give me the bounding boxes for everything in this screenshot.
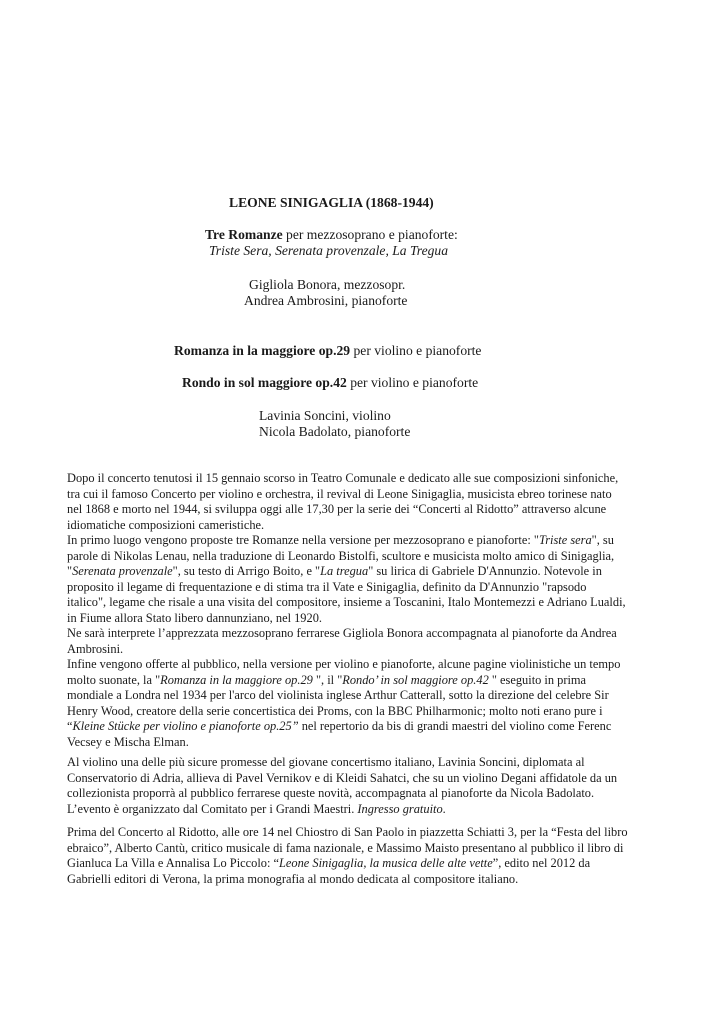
paragraph-intro: [67, 471, 687, 533]
performer-soncini: Lavinia Soncini, violino: [259, 408, 391, 423]
text-line: Prima del Concerto al Ridotto, alle ore 14 nel Chiostro di San Paolo in piazzetta Schiatti 3, per la “Festa del libro: [67, 825, 628, 839]
performer-bonora: Gigliola Bonora, mezzosopr.: [249, 277, 406, 292]
paragraph-romanze: [67, 533, 687, 626]
text-line: Dopo il concerto tenutosi il 15 gennaio scorso in Teatro Comunale e dedicato alle sue composizioni sinfoniche,: [67, 471, 619, 485]
paragraph-violino: [67, 657, 687, 750]
text-line: Vecsey e Mischa Elman.: [67, 734, 189, 749]
text-line: Ne sarà interprete l’apprezzata mezzosoprano ferrarese Gigliola Bonora accompagnata al pianoforte da Andrea: [67, 626, 617, 640]
paragraph-soncini: [67, 755, 687, 817]
body-text-soncini: [67, 755, 687, 817]
program-title-tre-romanze: Tre Romanze: [205, 227, 283, 242]
text-line: In primo luogo vengono proposte tre Romanze nella versione per mezzosoprano e pianoforte: "Triste sera", su: [67, 533, 614, 547]
performer-ambrosini: Andrea Ambrosini, pianoforte: [244, 293, 408, 308]
page-title: LEONE SINIGAGLIA (1868-1944): [229, 195, 434, 210]
text-line: Gianluca La Villa e Annalisa Lo Piccolo: “Leone Sinigaglia, la musica delle alte vette”, edito nel 2012 da: [67, 856, 591, 870]
program-title-romanza: Romanza in la maggiore op.29: [174, 343, 351, 358]
text-line: nel 1868 e morto nel 1944, si sviluppa oggi alle 17,30 per la serie dei “Concerti al Ridotto” attraverso alcune: [67, 502, 607, 516]
text-line: molto suonate, la "Romanza in la maggiore op.29 ", il "Rondo’ in sol maggiore op.42 " eseguito in prima: [67, 672, 587, 687]
text-line: proposito il legame di frequentazione e di stima tra il Vate e Sinigaglia, definito da D'Annunzio "rapsodo: [67, 579, 587, 594]
program-instrumentation: per violino e pianoforte: [350, 343, 482, 358]
text-line: tra cui il famoso Concerto per violino e orchestra, il revival di Leone Sinigaglia, musicista ebreo torinese nato: [67, 486, 612, 501]
text-line: mondiale a Londra nel 1934 per l'arco del violinista inglese Arthur Catterall, sotto la direzione del celebre Sir: [67, 688, 609, 702]
text-line: Gabrielli editori di Verona, la prima monografia al mondo dedicata al compositore italiano.: [67, 871, 519, 886]
text-line: parole di Nikolas Lenau, nella traduzione di Leonardo Bistolfi, scultore e musicista molto amico di Sinigaglia,: [67, 548, 615, 563]
text-line: Henry Wood, creatore della serie concertistica dei Proms, con la BBC Philharmonic; molto noti erano pure i: [67, 703, 603, 718]
text-line: idiomatiche composizioni cameristiche.: [67, 517, 265, 532]
text-line: Ambrosini.: [67, 641, 124, 656]
program-line-romanza: [174, 343, 481, 359]
text-line: Conservatorio di Adria, allieva di Pavel Vernikov e di Kleidi Sahatci, che su un violino Degani affidatole da un: [67, 770, 618, 785]
program-instrumentation: per violino e pianoforte: [346, 375, 479, 390]
text-line: collezionista proporrà al pubblico ferrarese queste novità, accompagnata al pianoforte da Nicola Badolato.: [67, 786, 595, 800]
text-line: italico", legame che risale a una visita del compositore, insieme a Toscanini, Italo Montemezzi e Adriano Lualdi,: [67, 595, 626, 609]
body-text-main: [67, 471, 687, 750]
text-line: “Kleine Stücke per violino e pianoforte op.25” nel repertorio da bis di grandi maestri del violino come Ferenc: [67, 719, 612, 733]
program-line-romanze: [205, 227, 458, 243]
text-line: ebraico”, Alberto Cantù, critico musicale di fama nazionale, e Massimo Maisto presentano al pubblico il libro di: [67, 840, 624, 855]
text-line: "Serenata provenzale", su testo di Arrigo Boito, e "La tregua" su lirica di Gabriele D'Annunzio. Notevole in: [67, 564, 602, 578]
text-line: in Fiume allora Stato libero dannunziano, nel 1920.: [67, 610, 322, 625]
program-instrumentation: per mezzosoprano e pianoforte:: [282, 227, 458, 242]
text-line: Infine vengono offerte al pubblico, nella versione per violino e pianoforte, alcune pagine violinistiche un tempo: [67, 657, 621, 671]
paragraph-libro: [67, 825, 687, 887]
paragraph-interpreti: [67, 626, 687, 657]
text-line: L’evento è organizzato dal Comitato per i Grandi Maestri. Ingresso gratuito.: [67, 801, 446, 816]
program-line-rondo: [182, 375, 478, 391]
text-line: Al violino una delle più sicure promesse del giovane concertismo italiano, Lavinia Soncini, diplomata al: [67, 755, 585, 769]
program-subtitles: Triste Sera, Serenata provenzale, La Tregua: [209, 243, 449, 258]
program-title-rondo: Rondo in sol maggiore op.42: [182, 375, 347, 390]
performer-badolato: Nicola Badolato, pianoforte: [259, 424, 411, 439]
body-text-libro: [67, 825, 687, 887]
